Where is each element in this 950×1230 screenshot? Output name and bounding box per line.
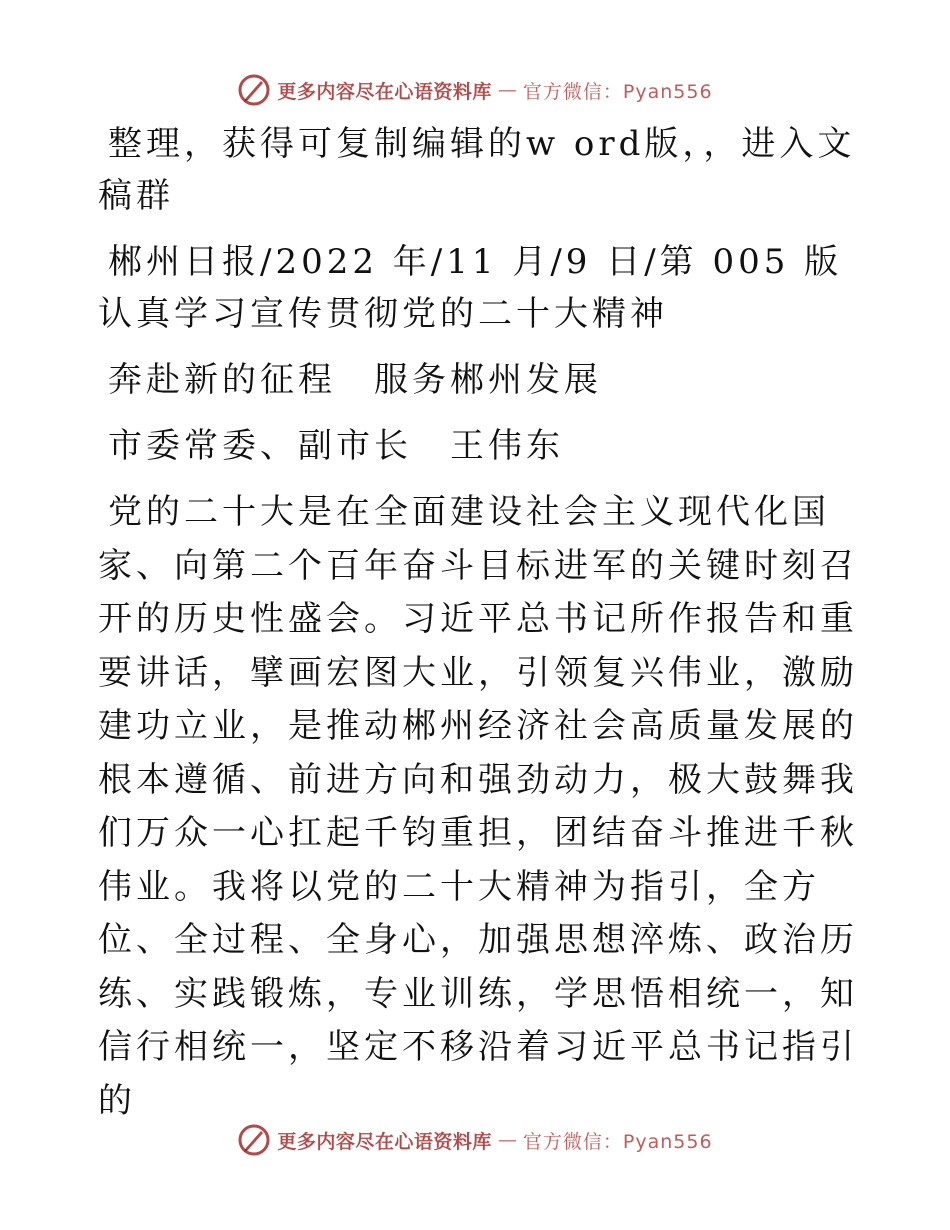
watermark-footer — [0, 1120, 950, 1160]
watermark-contact: 官方微信：Pyan556 — [522, 1130, 713, 1153]
article-title: 奔赴新的征程 服务郴州发展 — [108, 360, 602, 400]
quill-logo-icon — [237, 73, 271, 107]
quill-logo-icon — [237, 1123, 271, 1157]
watermark-brand: 更多内容尽在心语资料库 — [277, 1130, 492, 1153]
watermark-header — [0, 70, 950, 110]
watermark-contact: 官方微信：Pyan556 — [522, 80, 713, 103]
watermark-separator: — — [497, 1129, 517, 1151]
watermark-separator: — — [497, 79, 517, 101]
document-body — [98, 118, 858, 1142]
body-paragraph: 党的二十大是在全面建设社会主义现代化国家、向第二个百年奋斗目标进军的关键时刻召开的历史性盛会。习近平总书记所作报告和重要讲话，擘画宏图大业，引领复兴伟业，激励建功立业，是推动郴州经济社会高质量发展的根本遵循、前进方向和强劲动力，极大鼓舞我们万众一心扛起千钧重担，团结奋斗推进千秋伟业。我将以党的二十大精神为指引，全方位、全过程、全身心，加强思想淬炼、政治历练、实践锻炼，专业训练，学思悟相统一，知信行相统一，坚定不移沿着习近平总书记指引的 — [98, 492, 858, 1121]
author-line: 市委常委、副市长 王伟东 — [108, 426, 564, 466]
intro-note: 整理，获得可复制编辑的w ord版，，进入文稿群 — [98, 124, 856, 216]
source-line: 郴州日报/2022 年/11 月/9 日/第 005 版认真学习宣传贯彻党的二十大精神 — [98, 242, 843, 334]
watermark-brand: 更多内容尽在心语资料库 — [277, 80, 492, 103]
